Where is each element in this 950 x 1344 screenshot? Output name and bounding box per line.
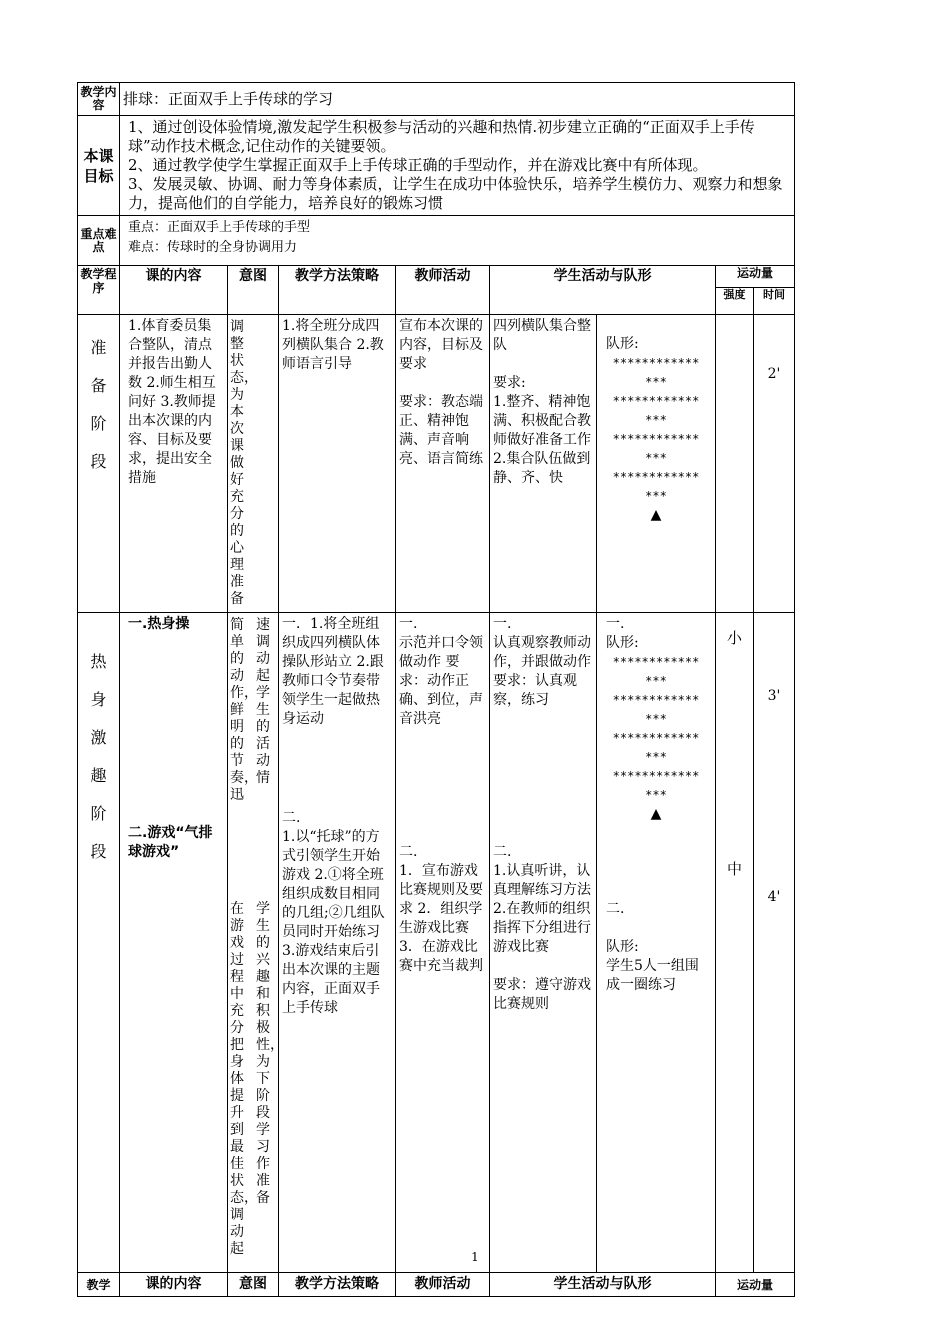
warmup-formation-label: 队形: bbox=[606, 635, 639, 651]
stage-prep-time: 2' bbox=[754, 315, 795, 613]
prep-student-req: 要求: bbox=[493, 375, 526, 391]
col-load: 运动量 bbox=[716, 266, 795, 288]
warmup-formation-row: ************ bbox=[612, 693, 700, 707]
warmup-formation-1-head: 一. bbox=[606, 616, 625, 632]
difficulty: 难点：传球时的全身协调用力 bbox=[128, 240, 298, 255]
goal-1: 1、通过创设体验情境,激发起学生积极参与活动的兴趣和热情.初步建立正确的“正面双手上手传球”动作技术概念,记住动作的关键要领。 bbox=[128, 118, 755, 155]
warmup-intensity-1: 小 bbox=[726, 629, 742, 647]
warmup-time-2: 4' bbox=[767, 889, 781, 905]
warmup-student-2: 1.认真听讲，认真理解练习方法 2.在教师的组织指挥下分组进行游戏比赛 bbox=[493, 863, 591, 955]
warmup-formation-2-head: 二. bbox=[606, 901, 625, 917]
footer-procedure: 教学 bbox=[78, 1273, 120, 1297]
prep-teacher-1: 宣布本次课的内容，目标及要求 bbox=[399, 318, 483, 372]
stage-warmup-name: 热 身 激 趣 阶 段 bbox=[78, 613, 120, 1273]
warmup-method-2-head: 二. bbox=[282, 810, 301, 826]
col-student: 学生活动与队形 bbox=[490, 266, 716, 315]
warmup-intent-1: 简单的动作，鲜明的节奏，迅速调动起学生的活动情 bbox=[230, 617, 270, 803]
footer-content: 课的内容 bbox=[120, 1273, 228, 1297]
key-point: 重点：正面双手上手传球的手型 bbox=[128, 220, 311, 235]
lesson-plan-table bbox=[77, 82, 795, 1297]
warmup-intent-2: 在游戏过程中充分把身体提升到最佳状态，调动起学生的兴趣和积极性，为下阶段学习作准备 bbox=[230, 901, 284, 1257]
prep-formation-row: ************ bbox=[612, 356, 700, 370]
stage-prep-content: 1.体育委员集合整队，清点并报告出勤人数 2.师生相互问好 3.教师提出本次课的内容、目标及要求，提出安全措施 bbox=[120, 315, 228, 613]
warmup-teacher-1-head: 一. bbox=[399, 616, 418, 632]
warmup-method-1: 一．1.将全班组织成四列横队体操队形站立 2.跟教师口令节奏带领学生一起做热身运动 bbox=[282, 616, 384, 727]
col-teacher: 教师活动 bbox=[396, 266, 490, 315]
warmup-content-1: 一.热身操 bbox=[128, 616, 190, 632]
warmup-formation-row: *** bbox=[645, 788, 667, 802]
warmup-student-3: 要求：遵守游戏比赛规则 bbox=[493, 977, 591, 1012]
prep-formation-label: 队形: bbox=[606, 336, 639, 352]
col-intensity: 强度 bbox=[716, 288, 754, 315]
goal-3: 3、发展灵敏、协调、耐力等身体素质，让学生在成功中体验快乐，培养学生模仿力、观察力和想象力，提高他们的自学能力，培养良好的锻炼习惯 bbox=[128, 175, 783, 212]
warmup-formation-row: *** bbox=[645, 674, 667, 688]
stage-prep-formation bbox=[597, 315, 716, 613]
lesson-plan bbox=[77, 82, 794, 1297]
stage-prep-name: 准 备 阶 段 bbox=[78, 315, 120, 613]
page-number: 1 bbox=[471, 1250, 479, 1264]
warmup-teacher-1: 示范并口令领做动作 要求：动作正确、到位，声音洪亮 bbox=[399, 635, 483, 727]
stage-prep-teacher bbox=[396, 315, 490, 613]
col-intent: 意图 bbox=[228, 266, 279, 315]
key-label: 重点难点 bbox=[78, 216, 120, 266]
prep-student-3: 2.集合队伍做到静、齐、快 bbox=[493, 451, 591, 486]
warmup-student-1: 认真观察教师动作，并跟做动作 要求：认真观察，练习 bbox=[493, 635, 591, 708]
warmup-intensity-2: 中 bbox=[726, 860, 742, 878]
col-procedure: 教学程序 bbox=[78, 266, 120, 315]
goal-2: 2、通过教学使学生掌握正面双手上手传球正确的手型动作，并在游戏比赛中有所体现。 bbox=[128, 156, 708, 174]
stage-prep-student bbox=[490, 315, 597, 613]
prep-student-1: 四列横队集合整队 bbox=[493, 318, 591, 353]
stage-prep-intensity bbox=[716, 315, 754, 613]
footer-student: 学生活动与队形 bbox=[490, 1273, 716, 1297]
footer-method: 教学方法策略 bbox=[279, 1273, 396, 1297]
goals-label: 本课目标 bbox=[78, 116, 120, 216]
footer-load: 运动量 bbox=[716, 1273, 795, 1297]
prep-formation-row: *** bbox=[645, 489, 667, 503]
teacher-marker-icon: ▲ bbox=[650, 507, 662, 523]
warmup-student-2-head: 二. bbox=[493, 844, 512, 860]
stage-prep-method: 1.将全班分成四列横队集合 2.教师语言引导 bbox=[279, 315, 396, 613]
col-content: 课的内容 bbox=[120, 266, 228, 315]
warmup-formation-row: ************ bbox=[612, 655, 700, 669]
warmup-formation-row: *** bbox=[645, 712, 667, 726]
content-text: 排球：正面双手上手传球的学习 bbox=[120, 83, 795, 116]
warmup-formation-2-label: 队形: bbox=[606, 939, 639, 955]
prep-formation-row: ************ bbox=[612, 470, 700, 484]
prep-student-2: 1.整齐、精神饱满、积极配合教师做好准备工作 bbox=[493, 394, 591, 448]
prep-formation-row: *** bbox=[645, 375, 667, 389]
prep-formation-row: ************ bbox=[612, 394, 700, 408]
teacher-marker-icon: ▲ bbox=[650, 806, 662, 822]
warmup-student-1-head: 一. bbox=[493, 616, 512, 632]
warmup-teacher-2: 1．宣布游戏比赛规则及要求 2．组织学生游戏比赛 3．在游戏比赛中充当裁判 bbox=[399, 863, 483, 974]
warmup-content-2: 二.游戏“气排球游戏” bbox=[128, 825, 213, 860]
col-method: 教学方法策略 bbox=[279, 266, 396, 315]
warmup-time-1: 3' bbox=[767, 688, 781, 704]
content-label: 教学内容 bbox=[78, 83, 120, 116]
prep-formation-row: *** bbox=[645, 451, 667, 465]
footer-intent: 意图 bbox=[228, 1273, 279, 1297]
warmup-teacher-2-head: 二. bbox=[399, 844, 418, 860]
footer-teacher: 教师活动 bbox=[396, 1273, 490, 1297]
prep-formation-row: *** bbox=[645, 413, 667, 427]
warmup-formation-row: ************ bbox=[612, 769, 700, 783]
prep-formation-row: ************ bbox=[612, 432, 700, 446]
warmup-method-2: 1.以“托球”的方式引领学生开始游戏 2.①将全班组织成数目相同的几组;②几组队员同时开始练习 3.游戏结束后引出本次课的主题内容，正面双手上手传球 bbox=[282, 829, 385, 1016]
warmup-formation-row: *** bbox=[645, 750, 667, 764]
col-time: 时间 bbox=[754, 288, 795, 315]
prep-teacher-2: 要求：教态端正、精神饱满、声音响亮、语言简练 bbox=[399, 394, 483, 467]
stage-prep-intent: 调整状态，为本次课做好充分的心理准备 bbox=[228, 315, 279, 613]
warmup-formation-2: 学生5人一组围成一圈练习 bbox=[606, 958, 699, 993]
warmup-formation-row: ************ bbox=[612, 731, 700, 745]
